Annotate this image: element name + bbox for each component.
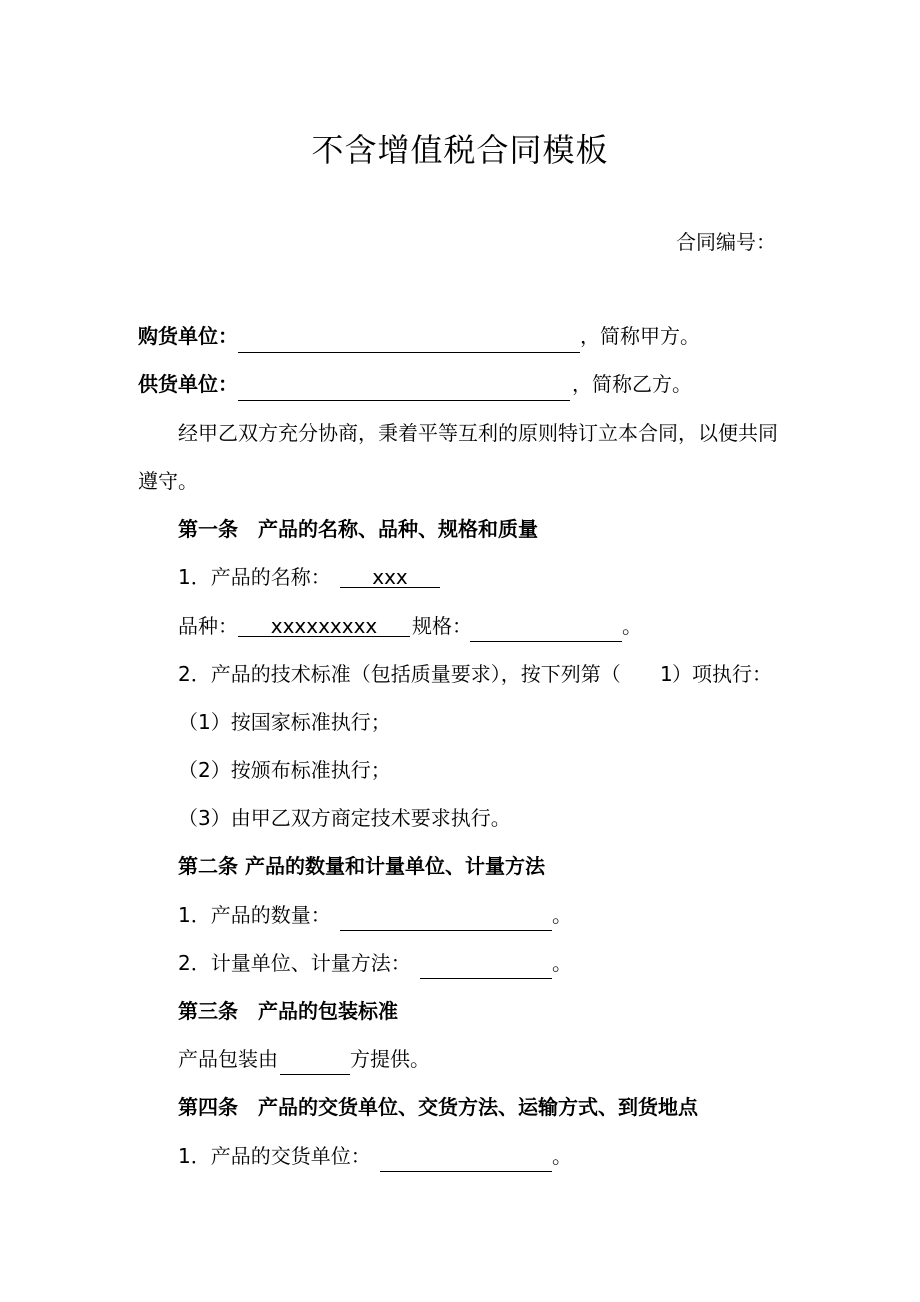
quantity-label: 1．产品的数量： [178,903,331,927]
unit-method-period: 。 [552,951,572,975]
article-4-heading: 第四条 产品的交货单位、交货方法、运输方式、到货地点 [178,1095,698,1119]
preamble-line-1: 经甲乙双方充分协商，秉着平等互利的原则特订立本合同，以便共同 [178,421,778,445]
packaging-provider-field[interactable] [280,1054,350,1075]
buyer-blank-field[interactable] [238,332,580,353]
contract-number-label: 合同编号： [676,230,776,254]
product-name-value: xxx [372,565,408,589]
standard-suffix: ）项执行： [672,662,772,686]
variety-field[interactable] [238,616,410,637]
packaging-suffix: 方提供。 [350,1047,430,1071]
product-name-label: 1．产品的名称： [178,565,331,589]
spec-label: 规格： [412,614,472,638]
standard-prefix: 2．产品的技术标准（包括质量要求），按下列第（ [178,662,621,686]
variety-label: 品种： [178,614,238,638]
spec-period: 。 [622,614,642,638]
buyer-label: 购货单位： [138,324,238,348]
delivery-unit-period: 。 [552,1144,572,1168]
quantity-period: 。 [552,903,572,927]
variety-value: xxxxxxxxx [270,614,378,638]
option-2: （2）按颁布标准执行； [178,758,391,782]
option-3: （3）由甲乙双方商定技术要求执行。 [178,806,511,830]
unit-method-label: 2．计量单位、计量方法： [178,951,411,975]
quantity-field[interactable] [340,910,552,931]
product-name-field[interactable] [340,567,440,588]
article-3-heading: 第三条 产品的包装标准 [178,999,398,1023]
article-1-heading: 第一条 产品的名称、品种、规格和质量 [178,517,538,541]
spec-field[interactable] [470,621,622,642]
standard-choice: 1 [660,662,673,686]
seller-label: 供货单位： [138,372,238,396]
seller-blank-field[interactable] [238,380,570,401]
article-2-heading: 第二条 产品的数量和计量单位、计量方法 [178,854,545,878]
page-title: 不含增值税合同模板 [311,131,609,169]
preamble-line-2: 遵守。 [138,469,198,493]
option-1: （1）按国家标准执行； [178,710,391,734]
packaging-prefix: 产品包装由 [178,1047,278,1071]
buyer-suffix: ，简称甲方。 [580,324,700,348]
seller-suffix: ，简称乙方。 [572,372,692,396]
delivery-unit-field[interactable] [380,1151,552,1172]
unit-method-field[interactable] [420,958,552,979]
delivery-unit-label: 1．产品的交货单位： [178,1144,371,1168]
